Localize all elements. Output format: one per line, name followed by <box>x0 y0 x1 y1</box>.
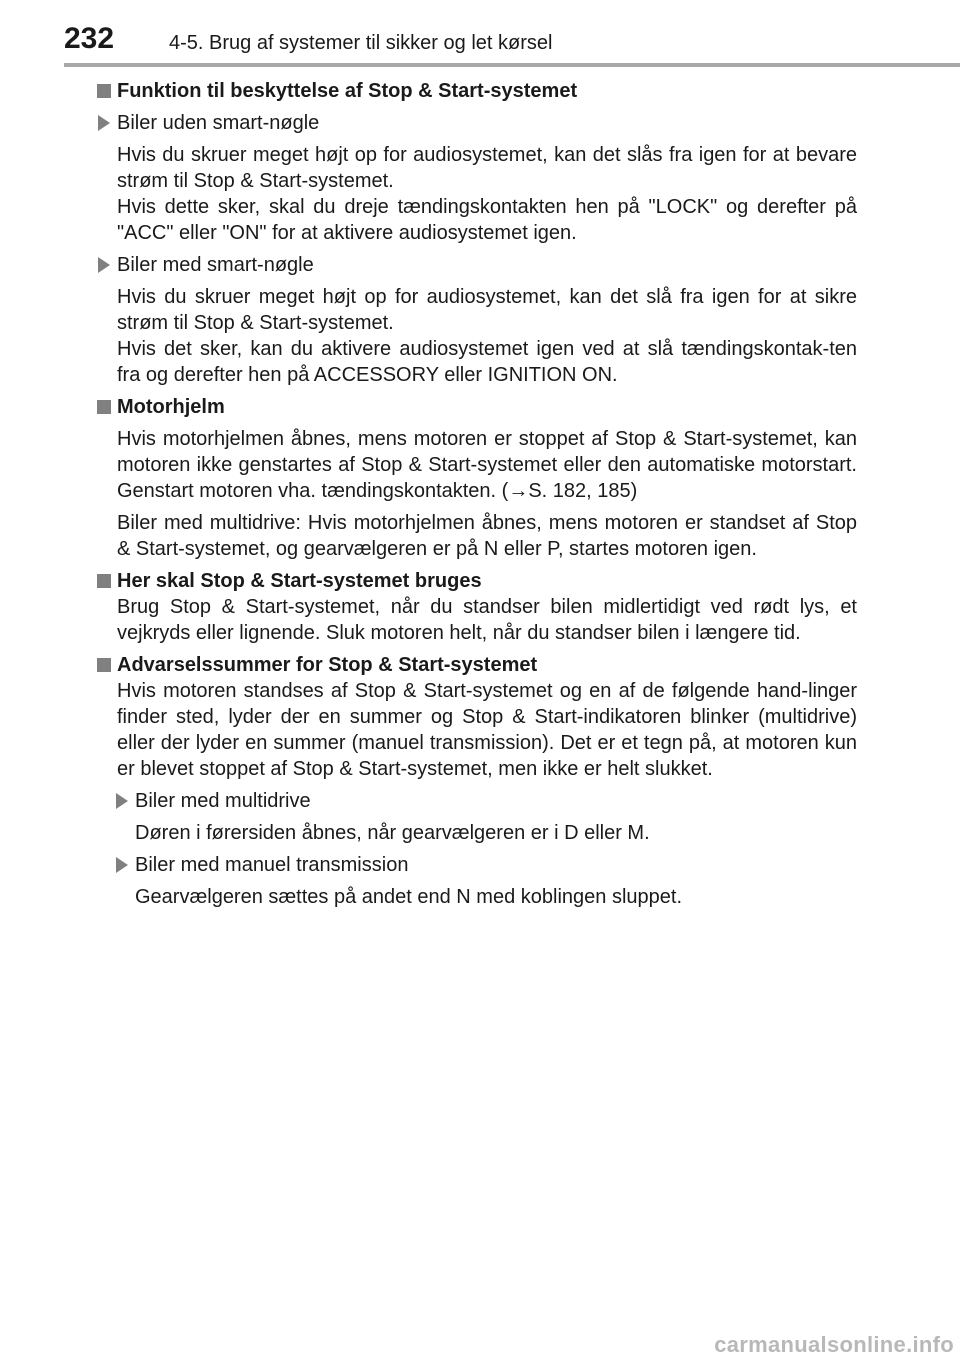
sub-heading-text: Biler med smart-nøgle <box>117 254 314 276</box>
chapter-title: 4-5. Brug af systemer til sikker og let kørsel <box>169 32 553 54</box>
section-heading-warning-buzzer <box>97 652 857 678</box>
paragraph <box>97 594 857 646</box>
site-watermark: carmanualsonline.info <box>714 1332 954 1357</box>
paragraph <box>97 426 857 504</box>
paragraph-text: Hvis du skruer meget højt op for audiosystemet, kan det slå fra igen for at sikre strøm til Stop & Start-systemet. <box>117 286 857 334</box>
paragraph <box>97 336 857 388</box>
sub-heading-text: Biler med multidrive <box>135 790 311 812</box>
square-bullet-icon <box>97 84 111 98</box>
page-header <box>0 0 960 66</box>
square-bullet-icon <box>97 574 111 588</box>
sub-heading-text: Biler uden smart-nøgle <box>117 112 320 134</box>
section-heading-stop-start-protection <box>97 78 857 104</box>
section-heading-text: Her skal Stop & Start-systemet bruges <box>117 570 482 592</box>
square-bullet-icon <box>97 658 111 672</box>
paragraph <box>115 820 857 846</box>
paragraph <box>97 678 857 782</box>
sub-heading-without-smart-key <box>97 110 857 136</box>
paragraph-text: Hvis du skruer meget højt op for audiosystemet, kan det slås fra igen for at bevare strøm til Stop & Start-systemet. <box>117 144 857 192</box>
section-heading-hood <box>97 394 857 420</box>
triangle-bullet-icon <box>116 793 128 809</box>
paragraph-text: Hvis motorhjelmen åbnes, mens motoren er stoppet af Stop & Start-systemet, kan motoren ikke genstartes af Stop & Start-systemet eller den automatiske motorstart. Genstart motoren vha. tændingskontakten. (→S. 182, 185) <box>117 428 857 502</box>
sub-heading-with-smart-key <box>97 252 857 278</box>
page-content <box>97 78 857 916</box>
sub-heading-multidrive <box>115 788 857 814</box>
paragraph <box>97 284 857 336</box>
paragraph-text: Biler med multidrive: Hvis motorhjelmen åbnes, mens motoren er standset af Stop & Start-systemet, og gearvælgeren er på N eller P, startes motoren igen. <box>117 512 857 560</box>
page-number: 232 <box>64 22 115 55</box>
triangle-bullet-icon <box>98 115 110 131</box>
paragraph <box>97 142 857 194</box>
section-heading-when-to-use <box>97 568 857 594</box>
paragraph-text: Hvis det sker, kan du aktivere audiosystemet igen ved at slå tændingskontak-ten fra og derefter hen på ACCESSORY eller IGNITION ON. <box>117 338 857 386</box>
paragraph-text: Hvis dette sker, skal du dreje tændingskontakten hen på "LOCK" og derefter på "ACC" eller "ON" for at aktivere audiosystemet igen. <box>117 196 857 244</box>
section-heading-text: Motorhjelm <box>117 396 225 418</box>
section-heading-text: Advarselssummer for Stop & Start-systemet <box>117 654 538 676</box>
paragraph-text: Gearvælgeren sættes på andet end N med koblingen sluppet. <box>135 886 683 908</box>
square-bullet-icon <box>97 400 111 414</box>
paragraph-text: Brug Stop & Start-systemet, når du standser bilen midlertidigt ved rødt lys, et vejkryds eller lignende. Sluk motoren helt, når du standser bilen i længere tid. <box>117 596 857 644</box>
paragraph <box>115 884 857 910</box>
paragraph <box>97 194 857 246</box>
sub-heading-text: Biler med manuel transmission <box>135 854 409 876</box>
header-divider <box>64 63 960 67</box>
paragraph-text: Hvis motoren standses af Stop & Start-systemet og en af de følgende hand-linger finder sted, lyder der en summer og Stop & Start-indikatoren blinker (multidrive) eller der lyder en summer (manuel transmission). Det er et tegn på, at motoren kun er blevet stoppet af Stop & Start-systemet, men ikke er helt slukket. <box>117 680 857 780</box>
paragraph-text: Døren i førersiden åbnes, når gearvælgeren er i D eller M. <box>135 822 650 844</box>
section-heading-text: Funktion til beskyttelse af Stop & Start-systemet <box>117 80 578 102</box>
sub-heading-manual-transmission <box>115 852 857 878</box>
triangle-bullet-icon <box>116 857 128 873</box>
triangle-bullet-icon <box>98 257 110 273</box>
paragraph <box>97 510 857 562</box>
